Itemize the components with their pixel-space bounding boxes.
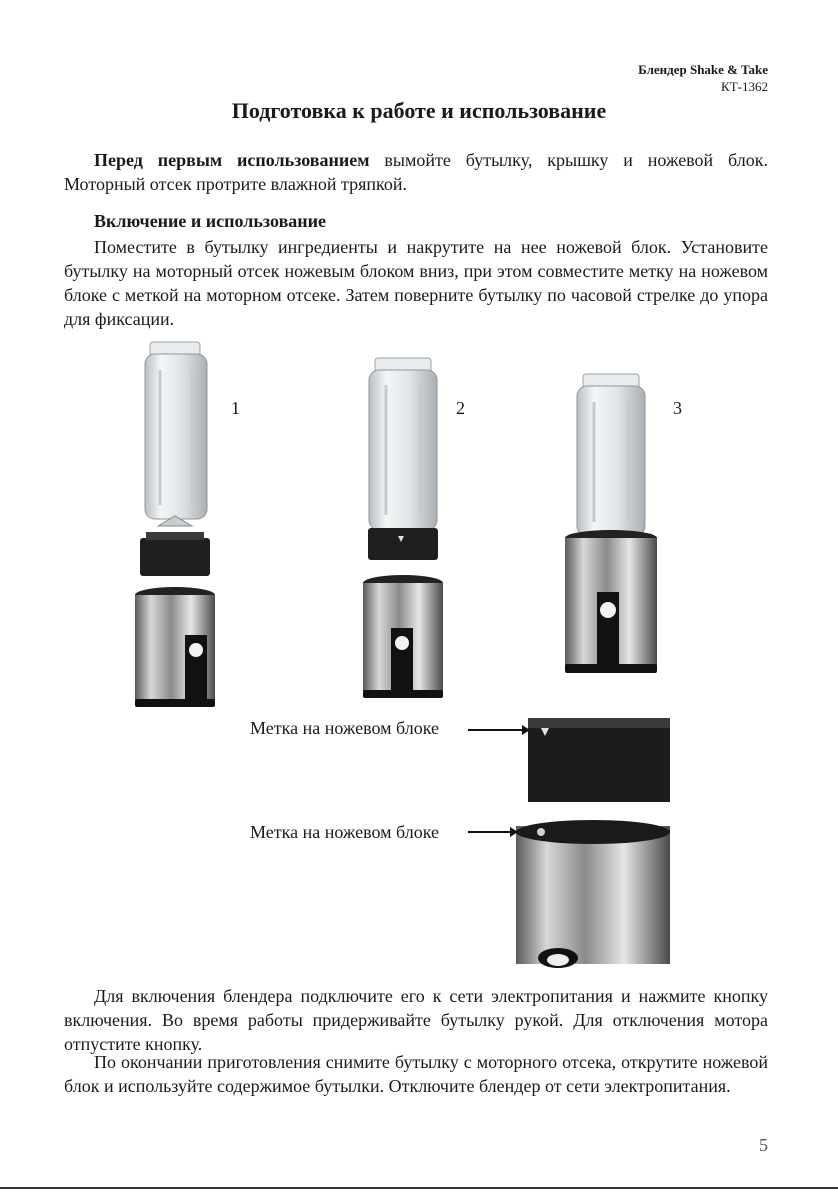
step2-motor-base bbox=[363, 575, 443, 698]
step1-blade-unit bbox=[140, 516, 210, 576]
callout-motor-mark: Метка на ножевом блоке bbox=[250, 822, 439, 842]
section-heading: Включение и использование bbox=[94, 211, 327, 231]
header-model: КТ-1362 bbox=[721, 79, 768, 94]
page-number: 5 bbox=[759, 1135, 768, 1155]
bottom-rule bbox=[0, 1187, 838, 1189]
step1-motor-base bbox=[135, 587, 215, 707]
detail-blade-mark bbox=[468, 718, 670, 802]
intro-bold: Перед первым использованием bbox=[94, 150, 370, 170]
intro-paragraph bbox=[64, 148, 768, 196]
step1-bottle bbox=[145, 342, 207, 519]
step-number-1: 1 bbox=[231, 398, 240, 418]
intro-text: вымойте бутылку, крышку и ножевой блок. Моторный отсек протрите влажной тряпкой. bbox=[64, 150, 768, 194]
power-paragraph: Для включения блендера подключите его к сети электропитания и нажмите кнопку включения. Во время работы придерживайте бутылку рукой. Для отключения мотора отпустите кнопку. bbox=[64, 986, 768, 1054]
page-title: Подготовка к работе и использование bbox=[231, 98, 607, 123]
step2-bottle bbox=[368, 358, 438, 560]
section-paragraph: Поместите в бутылку ингредиенты и накрутите на нее ножевой блок. Установите бутылку на моторный отсек ножевым блоком вниз, при этом совместите метку на ножевом блоке с меткой на моторном отсеке. Затем поверните бутылку по часовой стрелке до упора для фиксации. bbox=[64, 237, 768, 329]
step3-assembled-blender bbox=[565, 374, 657, 673]
detail-motor-mark bbox=[468, 820, 670, 968]
header-product: Блендер Shake & Take bbox=[638, 62, 768, 77]
step-number-3: 3 bbox=[673, 398, 682, 418]
finish-paragraph: По окончании приготовления снимите бутылку с моторного отсека, открутите ножевой блок и используйте содержимое бутылки. Отключите блендер от сети электропитания. bbox=[64, 1052, 768, 1096]
page-header bbox=[638, 61, 768, 95]
callout-blade-mark: Метка на ножевом блоке bbox=[250, 718, 439, 738]
blender-assembly-figure bbox=[0, 330, 838, 980]
step-number-2: 2 bbox=[456, 398, 465, 418]
